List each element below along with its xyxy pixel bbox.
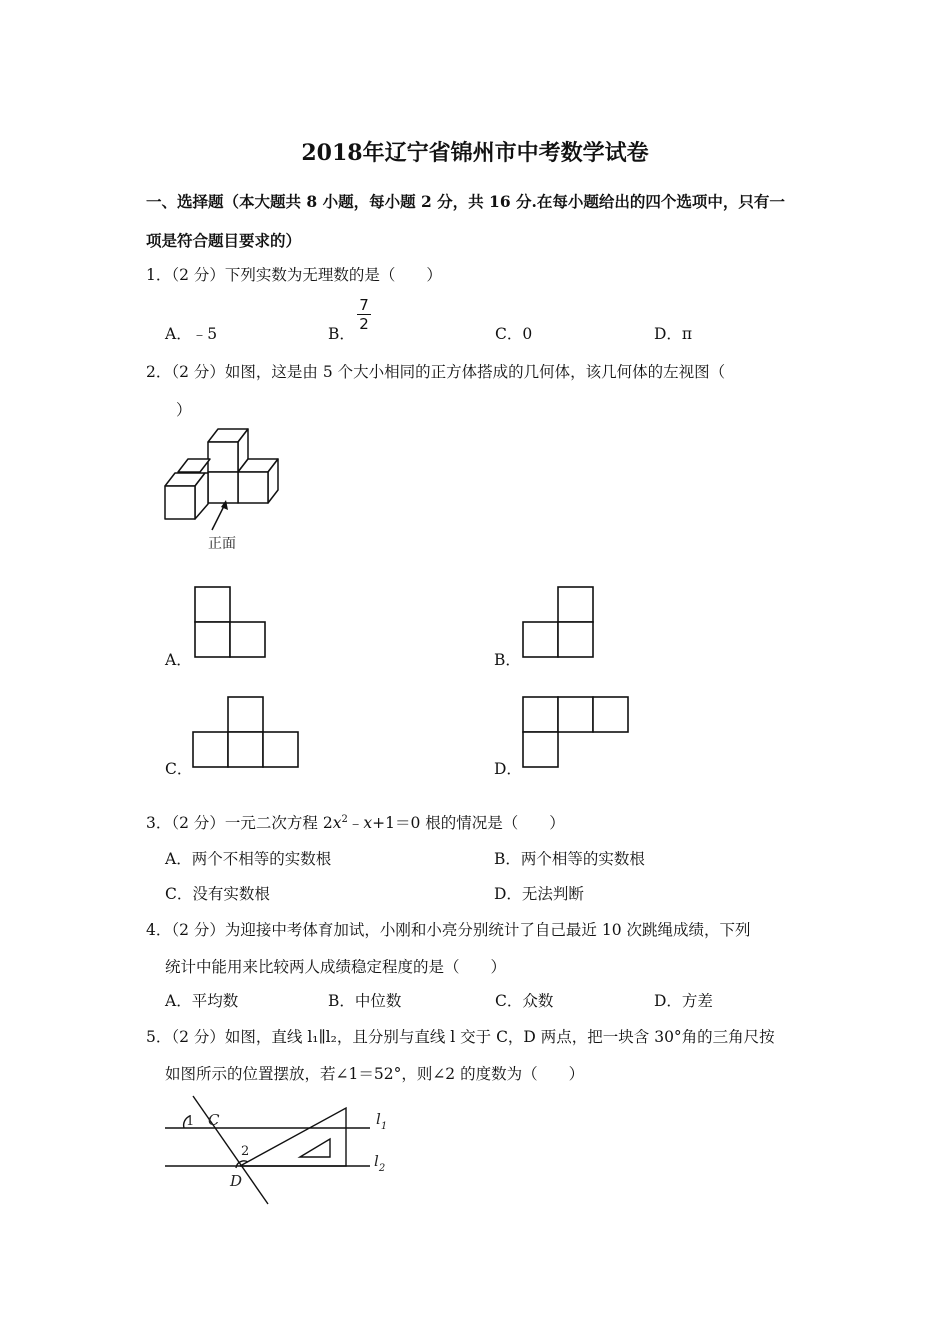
q1-option-c: C．0 <box>495 325 533 343</box>
q5-stem-line1: 5．（2 分）如图，直线 l₁∥l₂，且分别与直线 l 交于 C，D 两点，把一块含 30°角的三角尺按 <box>146 1028 775 1046</box>
q2-option-a: A． <box>165 651 192 669</box>
label-point-d: D <box>230 1172 243 1190</box>
q1-option-b-fraction <box>356 296 372 333</box>
q2-option-d-figure <box>522 696 632 770</box>
label-l2-letter: l <box>374 1152 379 1170</box>
q4-stem-line2: 统计中能用来比较两人成绩稳定程度的是（ ） <box>165 958 507 976</box>
section-header-line1: 一、选择题（本大题共 8 小题，每小题 2 分，共 16 分.在每小题给出的四个选项中，只有一 <box>146 192 785 211</box>
q2-stem-line2: ） <box>176 401 192 419</box>
label-l2-subscript: 2 <box>378 1163 386 1174</box>
q3-stem-part-c: +1＝0 根的情况是（ ） <box>372 814 565 832</box>
cube-top-front <box>208 442 238 472</box>
front-label: 正面 <box>208 536 236 552</box>
label-l2 <box>374 1152 385 1174</box>
q2-option-b-figure <box>522 586 596 660</box>
q2-option-c: C． <box>165 760 193 778</box>
q1-option-a: A．﹣5 <box>165 325 218 343</box>
cube-left-back <box>178 459 210 472</box>
section-header-line2: 项是符合题目要求的） <box>146 231 302 250</box>
q3-stem-part-a: 3．（2 分）一元二次方程 2 <box>146 814 333 832</box>
fraction-numerator: 7 <box>359 296 369 314</box>
q3-option-c: C．没有实数根 <box>165 885 270 903</box>
q2-option-d: D． <box>494 760 522 778</box>
q3-option-d: D．无法判断 <box>494 885 584 903</box>
q3-stem-part-b: ﹣ <box>347 814 364 832</box>
label-point-c: C <box>208 1111 220 1129</box>
label-angle-1: 1 <box>186 1114 195 1129</box>
cube-left-front <box>165 486 195 519</box>
triangle-ruler-inner <box>300 1139 330 1157</box>
q1-option-d: D．π <box>654 325 693 343</box>
q4-option-c: C．众数 <box>495 992 554 1010</box>
q3-exponent: 2 <box>341 813 348 825</box>
q2-cube-figure <box>160 424 295 556</box>
q3-var-x: x <box>332 814 342 832</box>
q3-var-x2: x <box>363 814 373 832</box>
label-l1-subscript: 1 <box>380 1121 388 1132</box>
cube-right-front <box>238 472 268 503</box>
q1-stem: 1．（2 分）下列实数为无理数的是（ ） <box>146 266 442 284</box>
q2-option-a-figure <box>194 586 268 660</box>
q4-option-d: D．方差 <box>654 992 713 1010</box>
q5-figure <box>160 1094 400 1209</box>
label-l1-letter: l <box>376 1110 381 1128</box>
fraction-denominator: 2 <box>359 315 369 333</box>
q3-option-b: B．两个相等的实数根 <box>494 850 645 868</box>
q5-stem-line2: 如图所示的位置摆放，若∠1＝52°，则∠2 的度数为（ ） <box>165 1065 585 1083</box>
q4-option-b: B．中位数 <box>328 992 402 1010</box>
q2-option-c-figure <box>192 696 302 770</box>
q2-option-b: B． <box>494 651 521 669</box>
label-angle-2: 2 <box>241 1144 250 1159</box>
q4-stem-line1: 4．（2 分）为迎接中考体育加试，小刚和小亮分别统计了自己最近 10 次跳绳成绩，下列 <box>146 921 751 939</box>
cube-mid-front <box>208 472 238 503</box>
q4-option-a: A．平均数 <box>165 992 239 1010</box>
q2-stem-line1: 2．（2 分）如图，这是由 5 个大小相同的正方体搭成的几何体，该几何体的左视图（ <box>146 363 726 381</box>
q3-option-a: A．两个不相等的实数根 <box>165 850 332 868</box>
q3-stem <box>146 811 565 833</box>
q1-option-b: B． <box>328 325 355 343</box>
label-l1 <box>376 1110 387 1132</box>
page-title: 2018年辽宁省锦州市中考数学试卷 <box>301 140 649 166</box>
